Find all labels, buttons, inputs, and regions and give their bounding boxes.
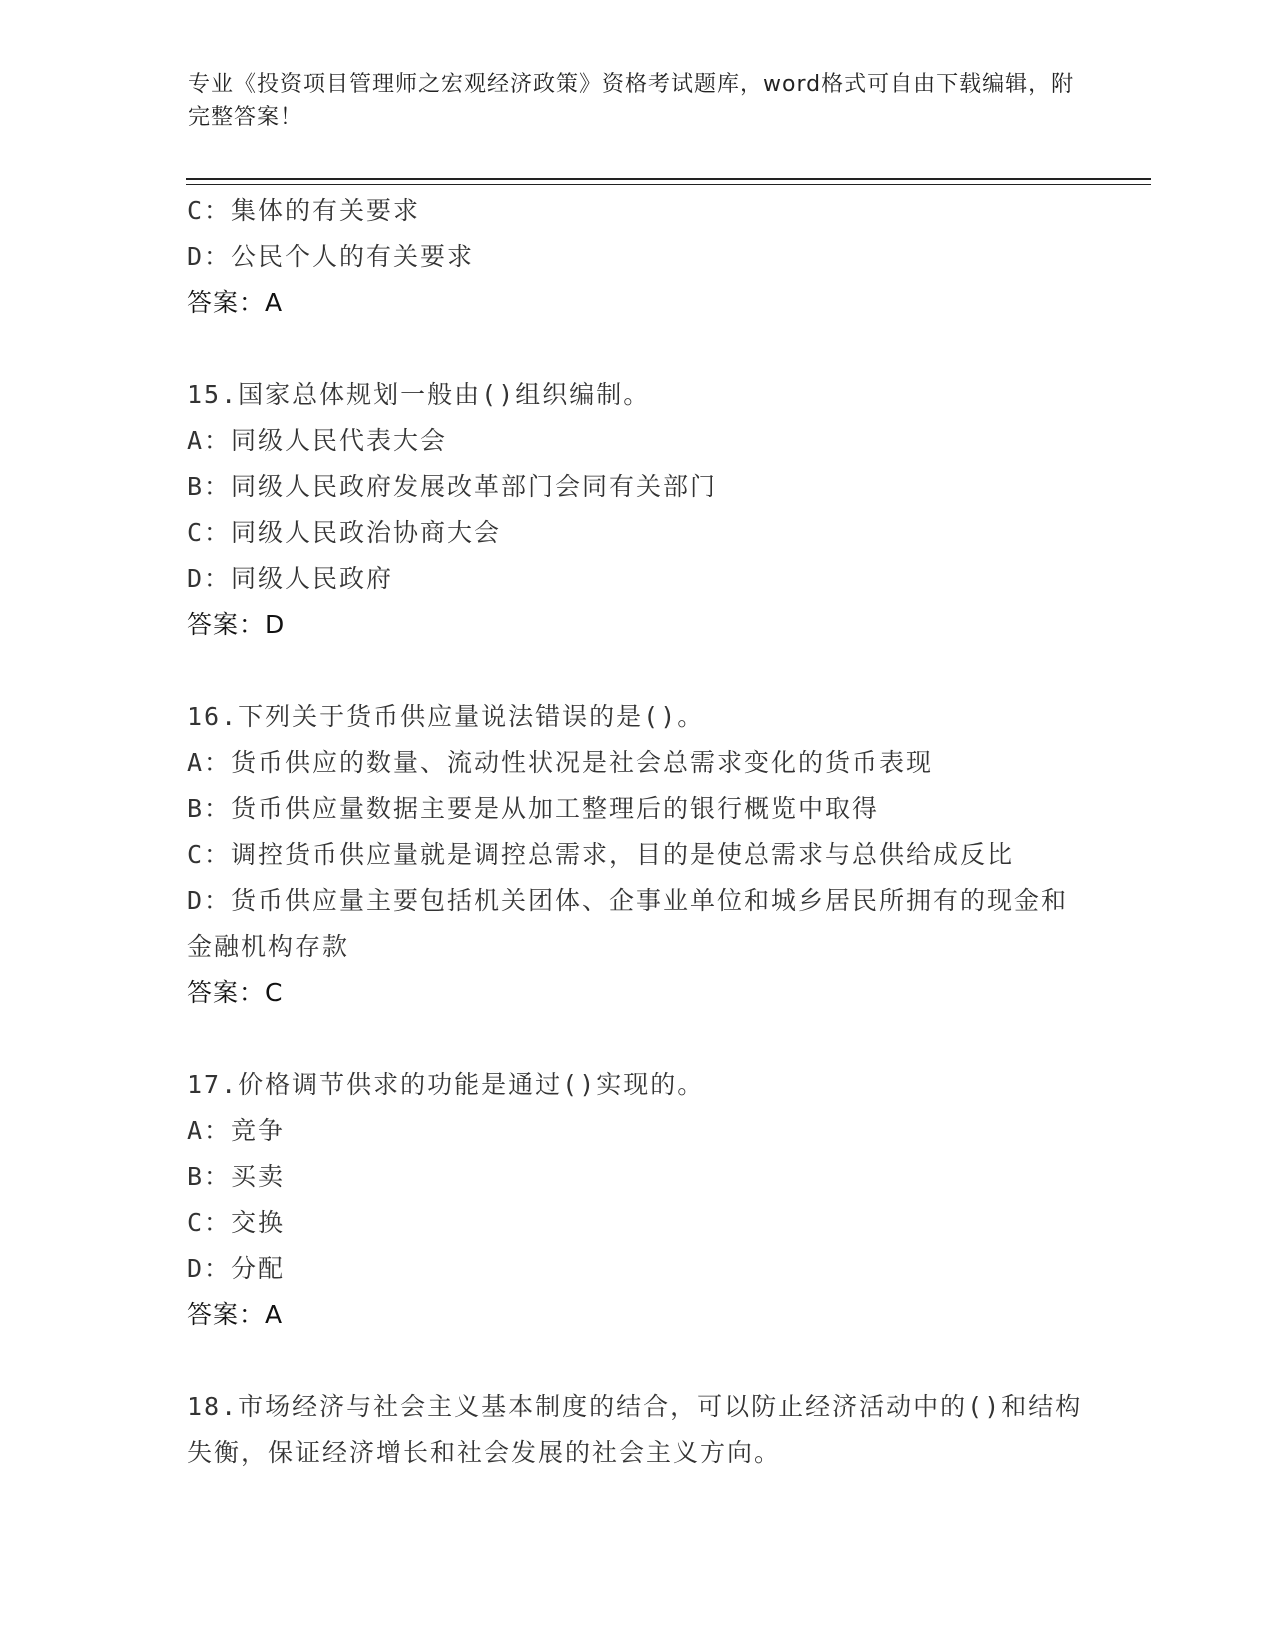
answer: 答案：A xyxy=(187,288,284,317)
option-c: C：调控货币供应量就是调控总需求，目的是使总需求与总供给成反比 xyxy=(187,840,1015,869)
option-d: D：货币供应量主要包括机关团体、企事业单位和城乡居民所拥有的现金和金融机构存款 xyxy=(187,886,1069,961)
answer: 答案：D xyxy=(187,610,286,639)
option-b: B：同级人民政府发展改革部门会同有关部门 xyxy=(187,472,718,501)
question-17 xyxy=(187,1062,1087,1338)
answer: 答案：A xyxy=(187,1300,284,1329)
spacer xyxy=(187,1016,1087,1062)
spacer xyxy=(187,1338,1087,1384)
option-d: D：分配 xyxy=(187,1254,286,1283)
question-stem: 18.市场经济与社会主义基本制度的结合，可以防止经济活动中的()和结构失衡，保证经济增长和社会发展的社会主义方向。 xyxy=(187,1392,1083,1467)
question-stem: 15.国家总体规划一般由()组织编制。 xyxy=(187,380,651,409)
option-c: C：交换 xyxy=(187,1208,286,1237)
spacer xyxy=(187,648,1087,694)
option-c: C：集体的有关要求 xyxy=(187,196,421,225)
spacer xyxy=(187,326,1087,372)
option-b: B：买卖 xyxy=(187,1162,286,1191)
option-c: C：同级人民政治协商大会 xyxy=(187,518,502,547)
header-divider-thin xyxy=(186,184,1151,185)
option-a: A：同级人民代表大会 xyxy=(187,426,448,455)
option-d: D：同级人民政府 xyxy=(187,564,394,593)
question-18 xyxy=(187,1384,1087,1476)
question-16 xyxy=(187,694,1087,1016)
option-a: A：货币供应的数量、流动性状况是社会总需求变化的货币表现 xyxy=(187,748,934,777)
question-stem: 17.价格调节供求的功能是通过()实现的。 xyxy=(187,1070,705,1099)
question-stem: 16.下列关于货币供应量说法错误的是()。 xyxy=(187,702,705,731)
option-d: D：公民个人的有关要求 xyxy=(187,242,475,271)
document-header: 专业《投资项目管理师之宏观经济政策》资格考试题库，word格式可自由下载编辑，附完整答案！ xyxy=(188,72,1075,130)
option-b: B：货币供应量数据主要是从加工整理后的银行概览中取得 xyxy=(187,794,880,823)
header-divider-thick xyxy=(186,178,1151,180)
question-content xyxy=(187,188,1087,1476)
option-a: A：竞争 xyxy=(187,1116,286,1145)
answer: 答案：C xyxy=(187,978,284,1007)
question-15 xyxy=(187,372,1087,648)
previous-question-tail xyxy=(187,188,1087,326)
